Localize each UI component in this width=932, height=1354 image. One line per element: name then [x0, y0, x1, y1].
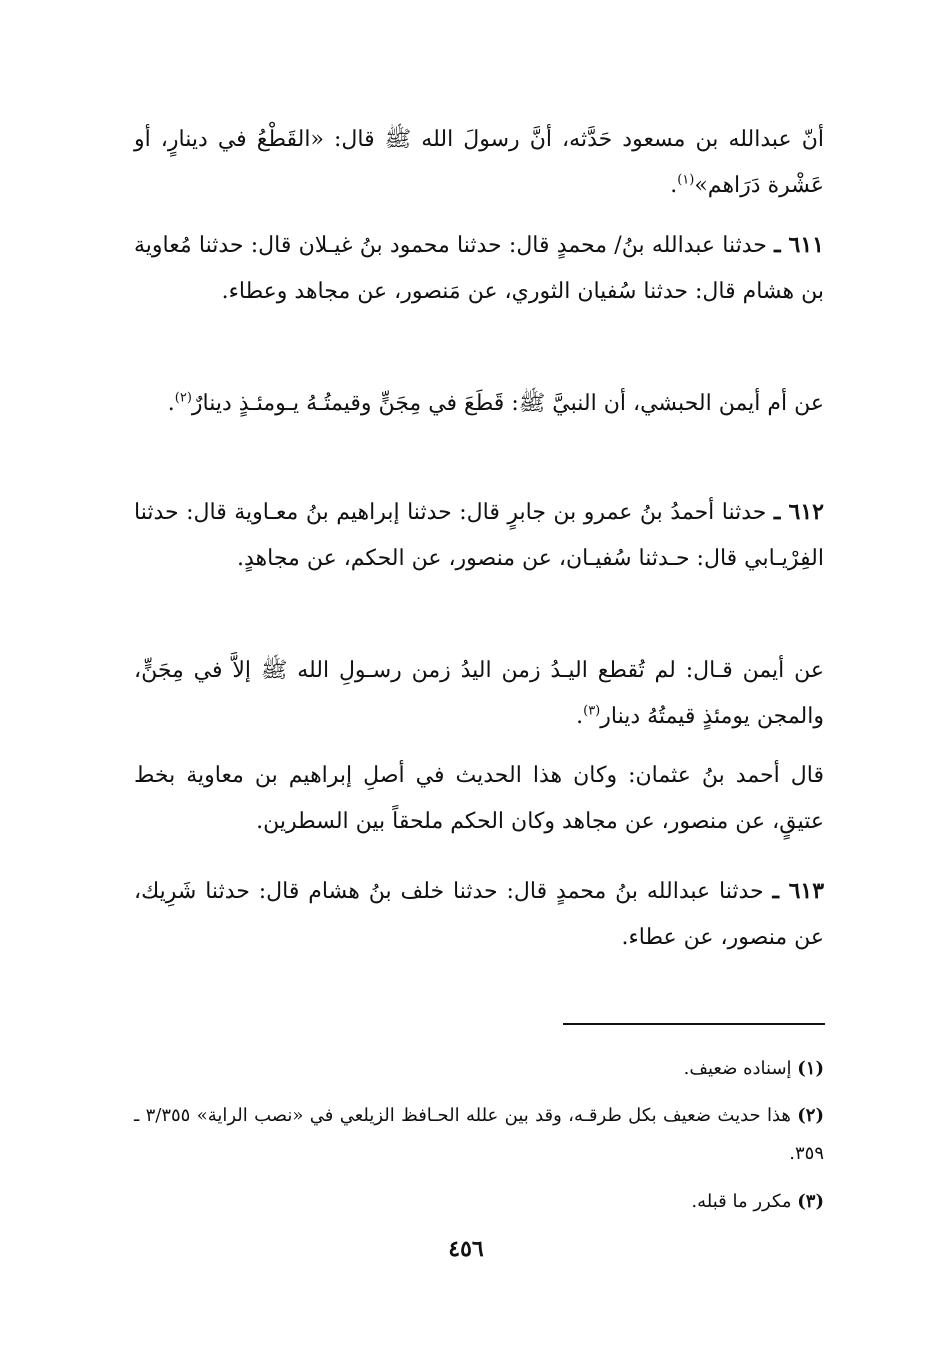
hadith-number: ٦١٣ ـ [772, 878, 825, 904]
paragraph-text: قال أحمد بنُ عثمان: وكان هذا الحديث في أصلِ إبراهيم بن معاوية بخط عتيقٍ، عن منصور، عن مجاهد وكان الحكم ملحقاً بين السطرين. [134, 763, 824, 834]
footnote-ref: (١) [677, 172, 695, 188]
paragraph-text: حدثنا أحمدُ بنُ عمرو بن جابرٍ قال: حدثنا إبراهيم بنُ معـاوية قال: حدثنا الفِرْيـابي قال: حـدثنا سُفيـان، عن منصور، عن الحكم، عن مجاهدٍ. [134, 500, 824, 571]
paragraph-text: عن أيمن قـال: لم تُقطع اليـدُ زمن اليدُ زمن رسـولِ الله ﷺ إلاَّ في مِجَنٍّ، والمجن يومئذٍ قيمتُهُ دينار [134, 658, 824, 729]
paragraph-end: . [167, 391, 175, 416]
paragraph-text: أنّ عبدالله بن مسعود حَدَّثه، أنَّ رسولَ الله ﷺ قال: «القَطْعُ في دينارٍ، أو عَشْرة دَرَاهم» [134, 127, 824, 198]
footnote-ref: (٢) [174, 390, 192, 406]
footnote-1 [134, 1050, 824, 1088]
page-number: ٤٥٦ [448, 1236, 484, 1262]
paragraph-text: عن أم أيمن الحبشي، أن النبيَّ ﷺ: قَطَعَ في مِجَنٍّ وقيمتُـهُ يـومئـذٍ دينارٌ [191, 391, 824, 416]
paragraph-hadith-text [134, 648, 824, 740]
paragraph-end: . [670, 173, 678, 198]
hadith-number: ٦١٢ ـ [773, 499, 824, 525]
footnote-divider [563, 1023, 825, 1025]
paragraph-hadith-text [134, 381, 824, 427]
footnote-3 [134, 1183, 824, 1221]
footnote-number: (١) [797, 1058, 824, 1079]
footnote-2 [134, 1097, 824, 1173]
footnote-text: مكرر ما قبله. [691, 1191, 798, 1212]
paragraph-hadith-611 [134, 222, 824, 315]
paragraph-end: . [576, 704, 584, 729]
footnote-number: (٣) [797, 1191, 824, 1212]
paragraph-text: حدثنا عبدالله بنُ/ محمدٍ قال: حدثنا محمود بنُ غيـلان قال: حدثنا مُعاوية بن هشام قال: حدثنا سُفيان الثوري، عن مَنصور، عن مجاهد وعطاء. [134, 233, 824, 304]
paragraph-hadith-613 [134, 868, 824, 961]
paragraph-hadith-text [134, 117, 824, 209]
footnote-text: هذا حديث ضعيف بكل طرقـه، وقد بين علله الحـافظ الزيلعي في «نصب الراية» ٣/٣٥٥ ـ ٣٥٩. [134, 1105, 824, 1164]
paragraph-note [134, 753, 824, 845]
footnote-number: (٢) [797, 1105, 824, 1126]
footnote-text: إسناده ضعيف. [683, 1058, 798, 1079]
hadith-number: ٦١١ ـ [774, 232, 824, 258]
footnote-ref: (٣) [583, 703, 601, 719]
paragraph-hadith-612 [134, 489, 824, 582]
paragraph-text: حدثنا عبدالله بنُ محمدٍ قال: حدثنا خلف بنُ هشام قال: حدثنا شَرِيك، عن منصور، عن عطاء. [134, 879, 824, 950]
